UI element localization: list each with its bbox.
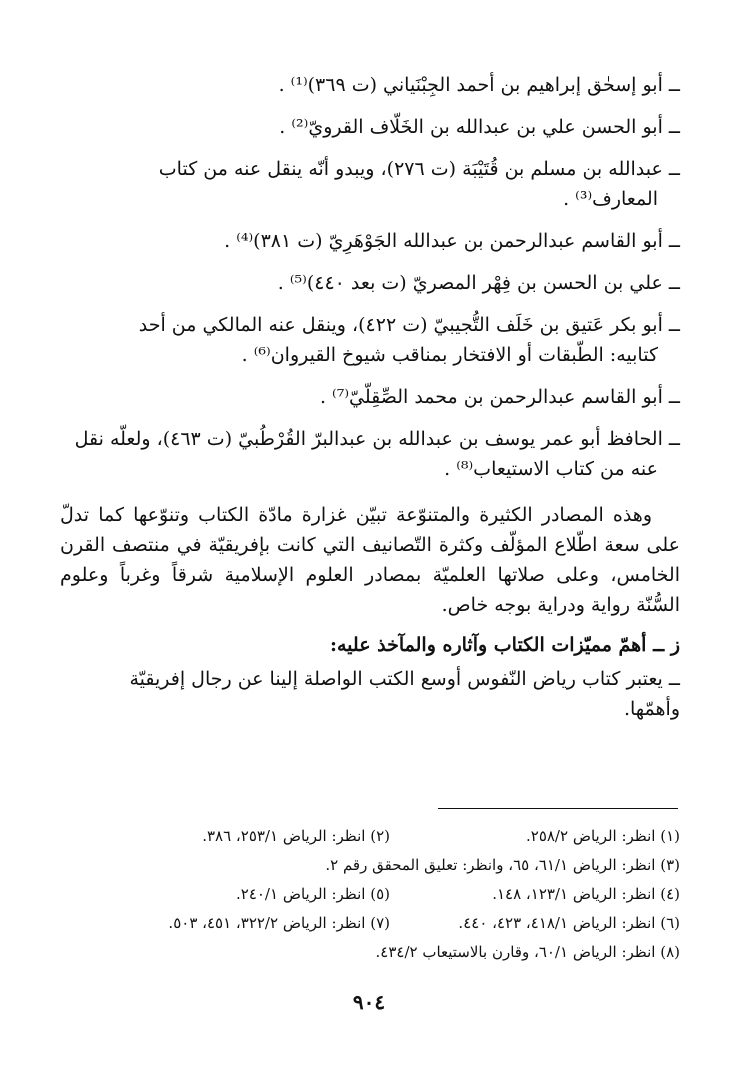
section-heading: ز ــ أهمّ مميّزات الكتاب وآثاره والمآخذ عليه: (329, 634, 680, 656)
bullet-dash: ــ (668, 272, 680, 294)
page-number: ٩٠٤ (352, 990, 386, 1014)
footnote-row (60, 880, 680, 909)
bullet-dash: ــ (668, 74, 680, 96)
list-item (60, 310, 680, 370)
list-item-continuation: كتابيه: الطّبقات أو الافتخار بمناقب شيوخ القيروان⁽⁶⁾ . (241, 344, 658, 366)
list-item (60, 664, 680, 724)
list-item-text: أبو إسحٰق إبراهيم بن أحمد الجِبْنَياني (ت ٣٦٩)⁽¹⁾ . (278, 74, 663, 96)
bullet-dash: ــ (668, 158, 680, 180)
list-item-text: أبو القاسم عبدالرحمن بن محمد الصِّقِلّيّ⁽⁷⁾ . (319, 386, 663, 408)
list-item (60, 112, 680, 142)
bullet-dash: ــ (668, 314, 680, 336)
bullet-dash: ــ (668, 428, 680, 450)
paragraph-line: رواية ودراية بوجه خاص. (441, 594, 631, 616)
bullet-dash: ــ (668, 386, 680, 408)
list-item-continuation: وأهمّها. (623, 698, 680, 720)
list-item (60, 70, 680, 100)
list-item (60, 226, 680, 256)
footnote: (٥) انظر: الرياض ٢٤٠/١. (235, 885, 390, 903)
paragraph-line: على سعة اطّلاع المؤلّف وكثرة التّصانيف التي كانت بإفريقيّة في منتصف القرن (60, 534, 680, 556)
list-item (60, 424, 680, 484)
footnote: (٦) انظر: الرياض ٤١٨/١، ٤٢٣، ٤٤٠. (458, 914, 680, 932)
footnote-row (60, 822, 680, 851)
list-item-text: يعتبر كتاب رياض النّفوس أوسع الكتب الواصلة إلينا عن رجال إفريقيّة (129, 668, 663, 690)
list-item (60, 382, 680, 412)
footnote-row (60, 851, 680, 880)
list-item-continuation: المعارف⁽³⁾ . (563, 188, 658, 210)
paragraph-line: الخامس، وعلى صلاتها العلميّة بمصادر العلوم الإسلامية شرقاً وغرباً وعلوم السُّنّة (60, 564, 680, 616)
footnote-row (60, 909, 680, 938)
bullet-dash: ــ (668, 668, 680, 690)
footnote-row (60, 938, 680, 967)
footnote: (٣) انظر: الرياض ٦١/١، ٦٥، وانظر: تعليق المحقق رقم ٢. (325, 856, 680, 874)
list-item (60, 268, 680, 298)
list-item-continuation: عنه من كتاب الاستيعاب⁽⁸⁾ . (444, 458, 658, 480)
body-paragraph (60, 500, 680, 620)
footnote: (١) انظر: الرياض ٢٥٨/٢. (525, 827, 680, 845)
paragraph-line: وهذه المصادر الكثيرة والمتنوّعة تبيّن غزارة مادّة الكتاب وتنوّعها كما تدلّ (60, 504, 652, 526)
footnotes (60, 822, 680, 967)
list-item-text: علي بن الحسن بن فِهْر المصريّ (ت بعد ٤٤٠)⁽⁵⁾ . (277, 272, 663, 294)
list-item (60, 154, 680, 214)
footnote-divider (438, 808, 678, 809)
footnote: (٤) انظر: الرياض ١٢٣/١، ١٤٨. (492, 885, 680, 903)
bullet-dash: ــ (668, 116, 680, 138)
footnote: (٧) انظر: الرياض ٣٢٢/٢، ٤٥١، ٥٠٣. (168, 914, 390, 932)
list-item-text: أبو القاسم عبدالرحمن بن عبدالله الجَوْهَرِيّ (ت ٣٨١)⁽⁴⁾ . (224, 230, 663, 252)
footnote: (٨) انظر: الرياض ٦٠/١، وقارن بالاستيعاب ٤٣٤/٢. (375, 943, 680, 961)
bullet-dash: ــ (668, 230, 680, 252)
list-item-text: أبو بكر عَتيق بن خَلَف التُّجيبيّ (ت ٤٢٢)، وينقل عنه المالكي من أحد (138, 314, 663, 336)
list-item-text: عبدالله بن مسلم بن قُتَيْبَة (ت ٢٧٦)، ويبدو أنّه ينقل عنه من كتاب (158, 158, 663, 180)
list-item-text: الحافظ أبو عمر يوسف بن عبدالله بن عبدالبرّ القُرْطُبيّ (ت ٤٦٣)، ولعلّه نقل (74, 428, 663, 450)
footnote: (٢) انظر: الرياض ٢٥٣/١، ٣٨٦. (202, 827, 390, 845)
page-body (60, 70, 680, 736)
list-item-text: أبو الحسن علي بن عبدالله بن الخَلّاف القرويّ⁽²⁾ . (279, 116, 663, 138)
